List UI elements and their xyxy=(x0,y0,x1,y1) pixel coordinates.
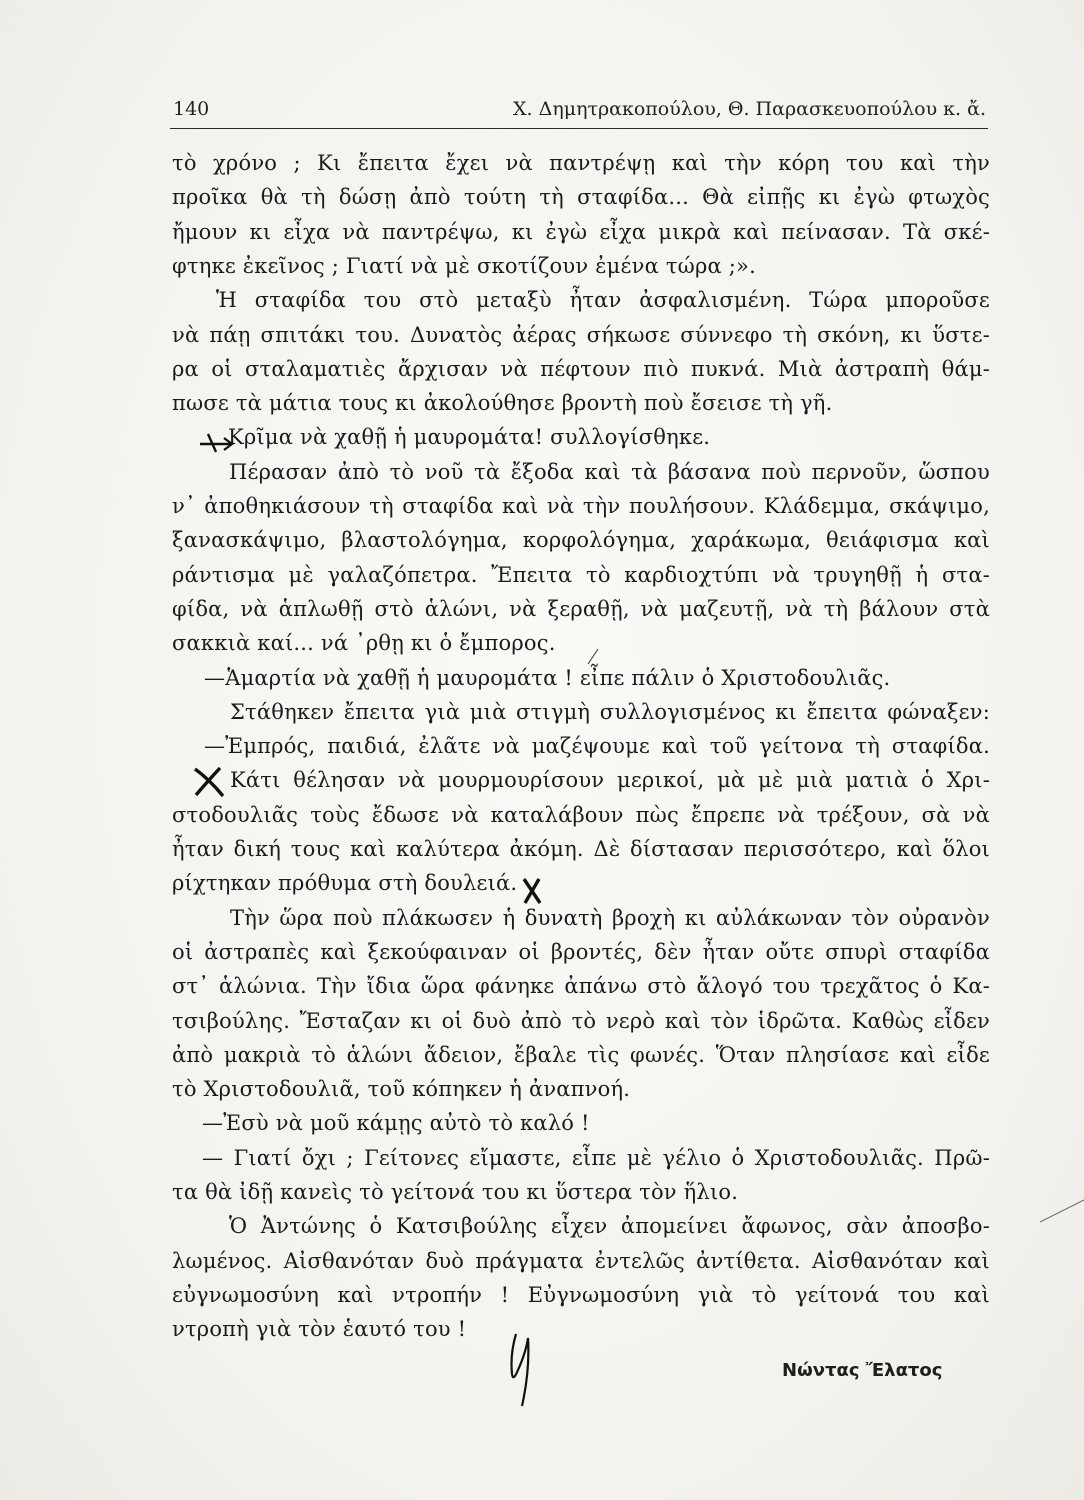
pen-x-mark xyxy=(520,876,544,906)
text-line: Ὁ Ἀντώνης ὁ Κατσιβούλης εἶχεν ἀπομείνει ἄφωνος, σὰν ἀποσβο- xyxy=(229,1214,990,1239)
pen-scribble-mark xyxy=(504,1330,538,1410)
text-line: — Γιατί ὄχι ; Γείτονες εἴμαστε, εἶπε μὲ γέλιο ὁ Χριστοδουλιᾶς. Πρῶ- xyxy=(202,1145,990,1170)
text-line: τσιβούλης. Ἔσταζαν κι οἱ δυὸ ἀπὸ τὸ νερὸ καὶ τὸν ἱδρῶτα. Καθὼς εἶδεν xyxy=(172,1008,990,1033)
text-line: ράντισμα μὲ γαλαζόπετρα. Ἔπειτα τὸ καρδιοχτύπι νὰ τρυγηθῇ ἡ στα- xyxy=(172,562,990,587)
text-line: φίδα, νὰ ἁπλωθῇ στὸ ἁλώνι, νὰ ξεραθῇ, νὰ μαζευτῇ, νὰ τὴ βάλουν στὰ xyxy=(172,596,990,621)
text-line: εὐγνωμοσύνη καὶ ντροπήν ! Εὐγνωμοσύνη γιὰ τὸ γείτονά του καὶ xyxy=(172,1282,990,1307)
page-header xyxy=(170,98,988,129)
text-line: τὸ χρόνο ; Κι ἔπειτα ἔχει νὰ παντρέψῃ καὶ τὴν κόρη του καὶ τὴν xyxy=(172,151,990,175)
text-line: τὸ Χριστοδουλιᾶ, τοῦ κόπηκεν ἡ ἀναπνοή. xyxy=(172,1077,631,1102)
text-line: στ᾽ ἁλώνια. Τὴν ἴδια ὥρα φάνηκε ἀπάνω στὸ ἄλογό του τρεχᾶτος ὁ Κα- xyxy=(172,974,990,999)
margin-line-mark xyxy=(1040,1190,1084,1230)
text-line: —Ἁμαρτία νὰ χαθῇ ἡ μαυρομάτα ! εἶπε πάλιν ὁ Χριστοδουλιᾶς. xyxy=(204,665,891,690)
text-line: πωσε τὰ μάτια τους κι ἀκολούθησε βροντὴ ποὺ ἔσεισε τὴ γῆ. xyxy=(172,391,833,416)
text-line: Πέρασαν ἀπὸ τὸ νοῦ τὰ ἔξοδα καὶ τὰ βάσανα ποὺ περνοῦν, ὥσπου xyxy=(229,459,990,484)
text-line: ν᾽ ἀποθηκιάσουν τὴ σταφίδα καὶ νὰ τὴν πουλήσουν. Κλάδεμμα, σκάψιμο, xyxy=(172,494,990,518)
text-line: ντροπὴ γιὰ τὸν ἑαυτό του ! xyxy=(172,1317,467,1342)
text-line: Τὴν ὥρα ποὺ πλάκωσεν ἡ δυνατὴ βροχὴ κι αὐλάκωναν τὸν οὐρανὸν xyxy=(230,905,990,930)
text-line: ἦταν δική τους καὶ καλύτερα ἀκόμη. Δὲ δίστασαν περισσότερο, καὶ ὅλοι xyxy=(172,837,990,861)
text-line: Κάτι θέλησαν νὰ μουρμουρίσουν μερικοί, μὰ μὲ μιὰ ματιὰ ὁ Χρι- xyxy=(230,768,990,793)
text-line: ἤμουν κι εἶχα νὰ παντρέψω, κι ἐγὼ εἶχα μικρὰ καὶ πείνασαν. Τὰ σκέ- xyxy=(172,219,990,244)
text-line: ρα οἱ σταλαματιὲς ἄρχισαν νὰ πέφτουν πιὸ πυκνά. Μιὰ ἀστραπὴ θάμ- xyxy=(172,356,990,381)
text-line: νὰ πάῃ σπιτάκι του. Δυνατὸς ἀέρας σήκωσε σύννεφο τὴ σκόνη, κι ὕστε- xyxy=(172,322,990,347)
text-line: ἀπὸ μακριὰ τὸ ἁλώνι ἄδειον, ἔβαλε τὶς φωνές. Ὅταν πλησίασε καὶ εἶδε xyxy=(172,1042,990,1067)
text-line: οἱ ἀστραπὲς καὶ ξεκούφαιναν οἱ βροντές, δὲν ἦταν οὔτε σπυρὶ σταφίδα xyxy=(172,939,990,964)
text-line: λωμένος. Αἰσθανόταν δυὸ πράγματα ἐντελῶς ἀντίθετα. Αἰσθανόταν καὶ xyxy=(172,1248,990,1273)
text-line: στοδουλιᾶς τοὺς ἔδωσε νὰ καταλάβουν πὼς ἔπρεπε νὰ τρέξουν, σὰ νὰ xyxy=(172,802,990,827)
pen-arrow-mark xyxy=(198,430,234,456)
text-line: σακκιὰ καί... νά ᾽ρθῃ κι ὁ ἔμπορος. xyxy=(172,631,556,656)
running-head: Χ. Δημητρακοπούλου, Θ. Παρασκευοπούλου κ. ἄ. xyxy=(513,98,986,120)
text-line: τα θὰ ἰδῇ κανεὶς τὸ γείτονά του κι ὕστερα τὸν ἥλιο. xyxy=(172,1180,739,1204)
page-number: 140 xyxy=(173,98,210,120)
text-line: φτηκε ἐκεῖνος ; Γιατί νὰ μὲ σκοτίζουν ἐμένα τώρα ;». xyxy=(172,253,756,278)
text-line: προῖκα θὰ τὴ δώσῃ ἀπὸ τούτη τὴ σταφίδα... Θὰ εἰπῇς κι ἐγὼ φτωχὸς xyxy=(172,185,990,210)
text-line: —Ἐσὺ νὰ μοῦ κάμῃς αὐτὸ τὸ καλό ! xyxy=(202,1111,590,1136)
text-line: Ἡ σταφίδα του στὸ μεταξὺ ἦταν ἀσφαλισμένη. Τώρα μποροῦσε xyxy=(216,288,990,313)
text-line: —Ἐμπρός, παιδιά, ἐλᾶτε νὰ μαζέψουμε καὶ τοῦ γείτονα τὴ σταφίδα. xyxy=(204,734,990,759)
text-line: Κρῖμα νὰ χαθῇ ἡ μαυρομάτα! συλλογίσθηκε. xyxy=(228,425,711,450)
author-signature: Νώντας Ἔλατος xyxy=(782,1360,943,1381)
pen-x-mark xyxy=(191,765,227,799)
text-line: Στάθηκεν ἔπειτα γιὰ μιὰ στιγμὴ συλλογισμένος κι ἔπειτα φώναξεν: xyxy=(230,699,990,724)
text-line: ξανασκάψιμο, βλαστολόγημα, κορφολόγημα, χαράκωμα, θειάφισμα καὶ xyxy=(172,528,990,553)
pen-tick-mark xyxy=(586,646,602,668)
text-line: ρίχτηκαν πρόθυμα στὴ δουλειά. xyxy=(172,871,518,896)
